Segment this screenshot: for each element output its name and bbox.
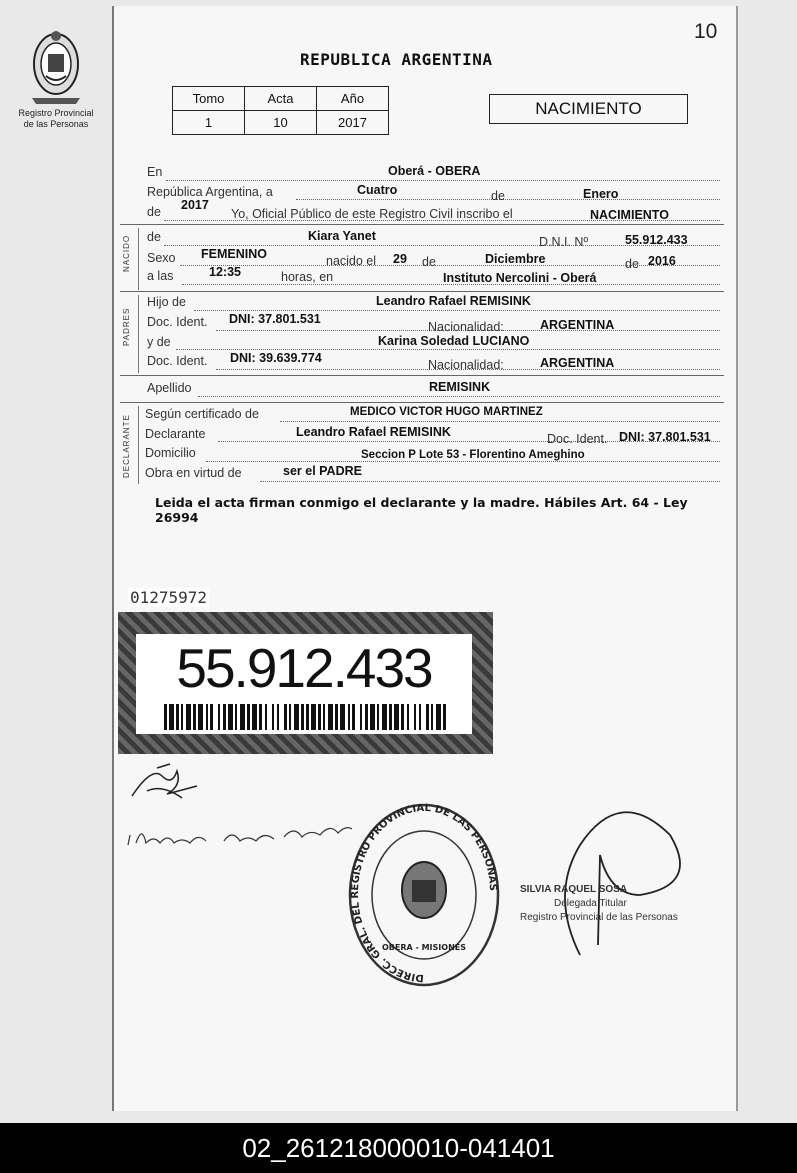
birth-place: Instituto Nercolini - Oberá	[443, 271, 597, 285]
barcode-bar	[169, 704, 174, 730]
barcode-bar	[259, 704, 262, 730]
mother-name: Karina Soledad LUCIANO	[378, 334, 530, 348]
place-value: Oberá - OBERA	[388, 164, 481, 178]
record-value-anio: 2017	[317, 111, 389, 135]
barcode-bar	[360, 704, 362, 730]
barcode-bar	[311, 704, 316, 730]
section-divider	[120, 291, 724, 292]
alas-label: a las	[147, 269, 174, 283]
barcode-bar	[186, 704, 191, 730]
barcode-bar	[164, 704, 167, 730]
day-value: Cuatro	[357, 183, 398, 197]
yde-label: y de	[147, 335, 171, 349]
dotted-line	[280, 421, 720, 422]
barcode-bar	[443, 704, 446, 730]
barcode-bar	[210, 704, 213, 730]
barcode-bar	[323, 704, 325, 730]
barcode-bar	[407, 704, 409, 730]
dotted-line	[176, 349, 720, 350]
barcode-bar	[206, 704, 208, 730]
declarante-doc: DNI: 37.801.531	[619, 430, 711, 444]
official-signature	[540, 795, 690, 965]
father-nationality: ARGENTINA	[540, 318, 615, 332]
de-label: de	[625, 257, 639, 271]
dotted-line	[194, 310, 720, 311]
section-bar	[138, 228, 139, 290]
record-header-tomo: Tomo	[173, 87, 245, 111]
stamp-emblem-icon	[402, 862, 446, 918]
official-title: Delegada Titular	[554, 898, 627, 909]
cert-value: MEDICO VICTOR HUGO MARTINEZ	[350, 406, 543, 418]
stamp-ring-text: DIRECC. GRAL. DEL REGISTRO PROVINCIAL DE LAS PERSONAS	[350, 802, 499, 984]
declarante-name: Leandro Rafael REMISINK	[296, 425, 451, 439]
barcode-bar	[198, 704, 203, 730]
child-dni: 55.912.433	[625, 233, 688, 247]
barcode-bar	[277, 704, 279, 730]
section-label-padres: PADRES	[122, 307, 131, 346]
barcode-bar	[419, 704, 421, 730]
mother-nationality: ARGENTINA	[540, 356, 615, 370]
barcode-bar	[365, 704, 368, 730]
barcode-bar	[223, 704, 226, 730]
record-value-acta: 10	[245, 111, 317, 135]
republica-label: República Argentina, a	[147, 185, 273, 199]
barcode-bar	[382, 704, 387, 730]
sexo-value: FEMENINO	[201, 247, 267, 261]
mother-doc: DNI: 39.639.774	[230, 351, 322, 365]
birth-month: Diciembre	[485, 252, 546, 266]
barcode-bar	[247, 704, 250, 730]
sticker-label	[136, 634, 472, 734]
section-divider	[120, 375, 724, 376]
father-doc: DNI: 37.801.531	[229, 312, 321, 326]
scan-footer-code: 02_261218000010-041401	[0, 1123, 797, 1173]
dotted-line	[260, 481, 720, 482]
act-type-box: NACIMIENTO	[489, 94, 688, 124]
barcode-bar	[235, 704, 237, 730]
logo-caption: Registro Provincial de las Personas	[18, 108, 94, 129]
de-label: de	[422, 255, 436, 269]
horas-label: horas, en	[281, 270, 334, 284]
child-name: Kiara Yanet	[308, 229, 376, 243]
registry-logo	[14, 26, 98, 130]
record-header-anio: Año	[317, 87, 389, 111]
year-value: 2017	[181, 198, 209, 212]
barcode-bar	[306, 704, 309, 730]
domicilio-value: Seccion P Lote 53 - Florentino Ameghino	[361, 449, 585, 461]
yo-text: Yo, Oficial Público de este Registro Civil inscribo el	[231, 207, 513, 221]
de-label: de	[491, 189, 505, 203]
barcode-bar	[370, 704, 375, 730]
month-value: Enero	[583, 187, 619, 201]
section-label-nacido: NACIDO	[122, 234, 131, 272]
barcode-bar	[272, 704, 274, 730]
sexo-label: Sexo	[147, 251, 176, 265]
dni-sticker	[118, 612, 493, 754]
barcode-bar	[289, 704, 291, 730]
barcode-bar	[218, 704, 220, 730]
domicilio-label: Domicilio	[145, 446, 196, 460]
hijo-label: Hijo de	[147, 295, 186, 309]
barcode-bar	[348, 704, 350, 730]
dotted-line	[166, 180, 720, 181]
barcode-bar	[181, 704, 183, 730]
sticker-number: 55.912.433	[176, 637, 432, 699]
nacionalidad-label: Nacionalidad:	[428, 320, 504, 334]
barcode-bar	[431, 704, 433, 730]
de-label: de	[147, 230, 161, 244]
barcode-bar	[301, 704, 304, 730]
section-divider	[120, 224, 724, 225]
doc-label: Doc. Ident.	[147, 354, 208, 368]
coat-of-arms-icon	[26, 26, 86, 106]
doc-label: Doc. Ident.	[147, 315, 208, 329]
record-table	[172, 86, 389, 135]
closing-note: Leida el acta firman conmigo el declarante y la madre. Hábiles Art. 64 - Ley 26994	[155, 495, 688, 525]
de-label-2: de	[147, 205, 161, 219]
obra-label: Obra en virtud de	[145, 466, 242, 480]
section-divider	[120, 402, 724, 403]
section-label-declarante: DECLARANTE	[122, 414, 131, 478]
barcode-bar	[414, 704, 416, 730]
apellido-value: REMISINK	[429, 380, 491, 394]
barcode-bar	[394, 704, 399, 730]
apellido-label: Apellido	[147, 381, 192, 395]
barcode-bar	[426, 704, 429, 730]
act-value: NACIMIENTO	[590, 208, 669, 222]
barcode-bar	[328, 704, 333, 730]
barcode-bar	[193, 704, 196, 730]
dotted-line	[180, 265, 720, 266]
birth-day: 29	[393, 252, 407, 266]
section-bar	[138, 295, 139, 373]
en-label: En	[147, 165, 163, 179]
serial-number: 01275972	[130, 588, 208, 607]
barcode-bar	[340, 704, 345, 730]
barcode-bar	[228, 704, 233, 730]
official-name: SILVIA RAQUEL SOSA	[520, 884, 628, 895]
barcode-bar	[436, 704, 441, 730]
cert-label: Según certificado de	[145, 407, 259, 421]
nacionalidad-label: Nacionalidad:	[428, 358, 504, 372]
obra-value: ser el PADRE	[283, 464, 362, 478]
barcode-bar	[252, 704, 257, 730]
birth-year: 2016	[648, 254, 676, 268]
barcode-bar	[352, 704, 355, 730]
dotted-line	[198, 396, 720, 397]
dotted-line	[206, 461, 720, 462]
barcode-bar	[377, 704, 379, 730]
declarant-signature	[122, 756, 212, 806]
section-bar	[138, 406, 139, 484]
barcode-bar	[294, 704, 299, 730]
barcode-bar	[240, 704, 245, 730]
doc-label: Doc. Ident.	[547, 432, 608, 446]
stamp-bottom-text: OBERA - MISIONES	[381, 943, 467, 952]
barcode-bar	[284, 704, 287, 730]
barcode-bar	[335, 704, 338, 730]
record-value-tomo: 1	[173, 111, 245, 135]
barcode	[164, 704, 446, 730]
barcode-bar	[318, 704, 321, 730]
barcode-bar	[176, 704, 179, 730]
page-number: 10	[694, 20, 718, 43]
record-header-acta: Acta	[245, 87, 317, 111]
barcode-bar	[401, 704, 404, 730]
birth-time: 12:35	[209, 265, 241, 279]
declarante-label: Declarante	[145, 427, 206, 441]
barcode-bar	[389, 704, 392, 730]
document-title: REPUBLICA ARGENTINA	[300, 50, 493, 69]
barcode-bar	[265, 704, 267, 730]
nacido-label: nacido el	[326, 254, 377, 268]
official-stamp	[346, 800, 502, 990]
father-name: Leandro Rafael REMISINK	[376, 294, 531, 308]
dni-label: D.N.I. Nº	[539, 235, 589, 249]
mother-signature	[124, 815, 354, 855]
official-office: Registro Provincial de las Personas	[520, 912, 678, 923]
dotted-line	[296, 199, 720, 200]
